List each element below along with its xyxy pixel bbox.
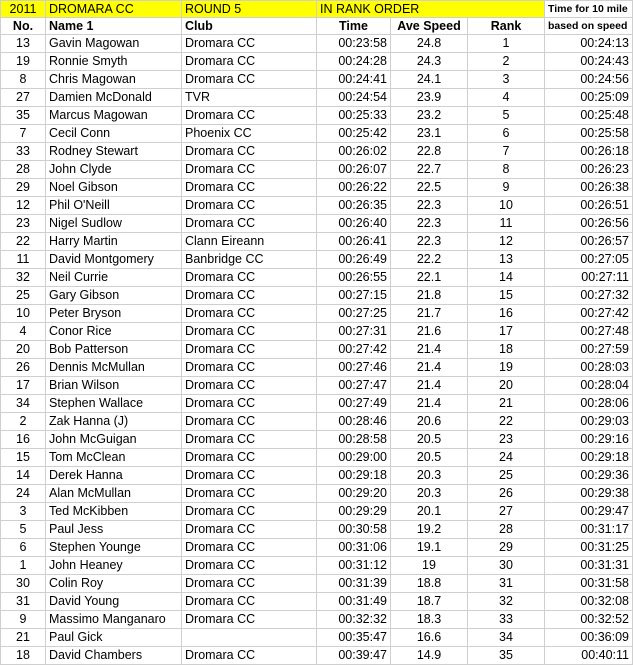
speed-cell[interactable]: 22.1	[391, 269, 468, 287]
name-cell[interactable]: Nigel Sudlow	[46, 215, 182, 233]
table-row	[1, 341, 633, 359]
time-10-mile-cell[interactable]: 00:28:06	[545, 395, 633, 413]
speed-cell[interactable]: 20.6	[391, 413, 468, 431]
speed-cell[interactable]: 19.1	[391, 539, 468, 557]
no-cell[interactable]: 29	[1, 179, 46, 197]
table-row	[1, 395, 633, 413]
time-cell[interactable]: 00:23:58	[317, 35, 391, 53]
name-cell[interactable]: Brian Wilson	[46, 377, 182, 395]
club-cell[interactable]: Dromara CC	[182, 377, 317, 395]
no-cell[interactable]: 12	[1, 197, 46, 215]
time-cell[interactable]: 00:29:00	[317, 449, 391, 467]
rank-cell[interactable]: 31	[468, 575, 545, 593]
table-row	[1, 431, 633, 449]
time-10-mile-cell[interactable]: 00:40:11	[545, 647, 633, 665]
speed-cell[interactable]: 22.3	[391, 233, 468, 251]
speed-cell[interactable]: 23.9	[391, 89, 468, 107]
time-10-mile-cell[interactable]: 00:27:05	[545, 251, 633, 269]
time-10-mile-cell[interactable]: 00:27:42	[545, 305, 633, 323]
speed-cell[interactable]: 24.1	[391, 71, 468, 89]
header-row	[1, 18, 633, 35]
time-cell[interactable]: 00:28:58	[317, 431, 391, 449]
time-cell[interactable]: 00:35:47	[317, 629, 391, 647]
no-cell[interactable]: 21	[1, 629, 46, 647]
rank-cell[interactable]: 13	[468, 251, 545, 269]
rank-cell[interactable]: 11	[468, 215, 545, 233]
name-cell[interactable]: Cecil Conn	[46, 125, 182, 143]
rank-cell[interactable]: 14	[468, 269, 545, 287]
speed-cell[interactable]: 20.5	[391, 449, 468, 467]
time-cell[interactable]: 00:26:22	[317, 179, 391, 197]
name-cell[interactable]: Damien McDonald	[46, 89, 182, 107]
rank-cell[interactable]: 27	[468, 503, 545, 521]
name-cell[interactable]: Derek Hanna	[46, 467, 182, 485]
rank-cell[interactable]: 23	[468, 431, 545, 449]
rank-cell[interactable]: 32	[468, 593, 545, 611]
club-cell[interactable]: Dromara CC	[182, 539, 317, 557]
no-cell[interactable]: 32	[1, 269, 46, 287]
club-cell[interactable]: Dromara CC	[182, 575, 317, 593]
time-cell[interactable]: 00:27:31	[317, 323, 391, 341]
speed-cell[interactable]: 19.2	[391, 521, 468, 539]
time-cell[interactable]: 00:29:29	[317, 503, 391, 521]
header-name[interactable]: Name 1	[46, 18, 182, 35]
table-row	[1, 89, 633, 107]
rank-cell[interactable]: 17	[468, 323, 545, 341]
no-cell[interactable]: 7	[1, 125, 46, 143]
name-cell[interactable]: Phil O'Neill	[46, 197, 182, 215]
no-cell[interactable]: 20	[1, 341, 46, 359]
club-cell[interactable]: Dromara CC	[182, 413, 317, 431]
no-cell[interactable]: 14	[1, 467, 46, 485]
table-row	[1, 359, 633, 377]
name-cell[interactable]: Gavin Magowan	[46, 35, 182, 53]
speed-cell[interactable]: 20.3	[391, 485, 468, 503]
name-cell[interactable]: Dennis McMullan	[46, 359, 182, 377]
time-cell[interactable]: 00:25:42	[317, 125, 391, 143]
rank-cell[interactable]: 22	[468, 413, 545, 431]
time-cell[interactable]: 00:28:46	[317, 413, 391, 431]
no-cell[interactable]: 35	[1, 107, 46, 125]
speed-cell[interactable]: 18.8	[391, 575, 468, 593]
no-cell[interactable]: 16	[1, 431, 46, 449]
club-cell[interactable]: Dromara CC	[182, 449, 317, 467]
name-cell[interactable]: Colin Roy	[46, 575, 182, 593]
time-cell[interactable]: 00:31:06	[317, 539, 391, 557]
name-cell[interactable]: Neil Currie	[46, 269, 182, 287]
name-cell[interactable]: Chris Magowan	[46, 71, 182, 89]
time-cell[interactable]: 00:32:32	[317, 611, 391, 629]
rank-cell[interactable]: 12	[468, 233, 545, 251]
table-row	[1, 575, 633, 593]
table-row	[1, 557, 633, 575]
no-cell[interactable]: 23	[1, 215, 46, 233]
speed-cell[interactable]: 21.7	[391, 305, 468, 323]
no-cell[interactable]: 5	[1, 521, 46, 539]
club-cell[interactable]: Phoenix CC	[182, 125, 317, 143]
rank-cell[interactable]: 3	[468, 71, 545, 89]
table-row	[1, 287, 633, 305]
header-rank[interactable]: Rank	[468, 18, 545, 35]
speed-cell[interactable]: 22.3	[391, 197, 468, 215]
name-cell[interactable]: Tom McClean	[46, 449, 182, 467]
table-row	[1, 215, 633, 233]
time-cell[interactable]: 00:29:18	[317, 467, 391, 485]
time-cell[interactable]: 00:39:47	[317, 647, 391, 665]
name-cell[interactable]: Peter Bryson	[46, 305, 182, 323]
time-10-mile-cell[interactable]: 00:26:23	[545, 161, 633, 179]
speed-cell[interactable]: 22.3	[391, 215, 468, 233]
name-cell[interactable]: Ted McKibben	[46, 503, 182, 521]
rank-cell[interactable]: 28	[468, 521, 545, 539]
rank-cell[interactable]: 18	[468, 341, 545, 359]
name-cell[interactable]: Noel Gibson	[46, 179, 182, 197]
rank-cell[interactable]: 21	[468, 395, 545, 413]
table-row	[1, 323, 633, 341]
no-cell[interactable]: 13	[1, 35, 46, 53]
time-10-mile-cell[interactable]: 00:24:56	[545, 71, 633, 89]
table-row	[1, 107, 633, 125]
no-cell[interactable]: 9	[1, 611, 46, 629]
rank-cell[interactable]: 7	[468, 143, 545, 161]
no-cell[interactable]: 19	[1, 53, 46, 71]
table-row	[1, 305, 633, 323]
table-row	[1, 125, 633, 143]
rank-cell[interactable]: 19	[468, 359, 545, 377]
no-cell[interactable]: 22	[1, 233, 46, 251]
no-cell[interactable]: 28	[1, 161, 46, 179]
time-10-mile-cell[interactable]: 00:31:17	[545, 521, 633, 539]
club-cell[interactable]: Dromara CC	[182, 323, 317, 341]
time-cell[interactable]: 00:31:12	[317, 557, 391, 575]
no-cell[interactable]: 3	[1, 503, 46, 521]
time-cell[interactable]: 00:27:46	[317, 359, 391, 377]
name-cell[interactable]: Marcus Magowan	[46, 107, 182, 125]
header-speed[interactable]: Ave Speed	[391, 18, 468, 35]
time-cell[interactable]: 00:26:02	[317, 143, 391, 161]
speed-cell[interactable]: 21.4	[391, 341, 468, 359]
no-cell[interactable]: 33	[1, 143, 46, 161]
no-cell[interactable]: 25	[1, 287, 46, 305]
time-cell[interactable]: 00:24:41	[317, 71, 391, 89]
speed-cell[interactable]: 22.2	[391, 251, 468, 269]
table-row	[1, 179, 633, 197]
round-cell[interactable]: ROUND 5	[182, 1, 317, 18]
time-10-mile-cell[interactable]: 00:27:48	[545, 323, 633, 341]
time-10-mile-cell[interactable]: 00:29:36	[545, 467, 633, 485]
table-row	[1, 71, 633, 89]
time-cell[interactable]: 00:27:15	[317, 287, 391, 305]
no-cell[interactable]: 10	[1, 305, 46, 323]
club-cell[interactable]: TVR	[182, 89, 317, 107]
table-row	[1, 251, 633, 269]
time-cell[interactable]: 00:25:33	[317, 107, 391, 125]
speed-cell[interactable]: 21.8	[391, 287, 468, 305]
time-10-mile-cell[interactable]: 00:31:25	[545, 539, 633, 557]
time-cell[interactable]: 00:26:41	[317, 233, 391, 251]
time-10-mile-cell[interactable]: 00:29:03	[545, 413, 633, 431]
rank-cell[interactable]: 33	[468, 611, 545, 629]
title-row	[1, 1, 633, 18]
time-10-mile-cell[interactable]: 00:28:04	[545, 377, 633, 395]
header-time[interactable]: Time	[317, 18, 391, 35]
no-cell[interactable]: 2	[1, 413, 46, 431]
time-10-mile-cell[interactable]: 00:29:38	[545, 485, 633, 503]
rank-cell[interactable]: 35	[468, 647, 545, 665]
speed-cell[interactable]: 21.6	[391, 323, 468, 341]
time-10-mile-cell[interactable]: 00:32:08	[545, 593, 633, 611]
no-cell[interactable]: 15	[1, 449, 46, 467]
rank-cell[interactable]: 26	[468, 485, 545, 503]
time-cell[interactable]: 00:26:40	[317, 215, 391, 233]
name-cell[interactable]: Paul Jess	[46, 521, 182, 539]
speed-cell[interactable]: 18.3	[391, 611, 468, 629]
time-cell[interactable]: 00:24:28	[317, 53, 391, 71]
club-cell[interactable]: Dromara CC	[182, 179, 317, 197]
table-row	[1, 503, 633, 521]
time-10-mile-cell[interactable]: 00:31:58	[545, 575, 633, 593]
time-10-mile-cell[interactable]: 00:26:38	[545, 179, 633, 197]
no-cell[interactable]: 1	[1, 557, 46, 575]
club-cell[interactable]: Dromara CC	[182, 431, 317, 449]
speed-cell[interactable]: 24.8	[391, 35, 468, 53]
club-cell[interactable]: Dromara CC	[182, 107, 317, 125]
table-row	[1, 377, 633, 395]
club-cell[interactable]: Dromara CC	[182, 71, 317, 89]
time-cell[interactable]: 00:27:42	[317, 341, 391, 359]
table-row	[1, 593, 633, 611]
time-10-mile-cell[interactable]: 00:27:59	[545, 341, 633, 359]
speed-cell[interactable]: 20.1	[391, 503, 468, 521]
time-cell[interactable]: 00:30:58	[317, 521, 391, 539]
time-10-mile-cell[interactable]: 00:25:58	[545, 125, 633, 143]
table-row	[1, 539, 633, 557]
time-10-mile-cell[interactable]: 00:29:16	[545, 431, 633, 449]
name-cell[interactable]: John McGuigan	[46, 431, 182, 449]
time-cell[interactable]: 00:31:39	[317, 575, 391, 593]
club-cell[interactable]: Dromara CC	[182, 647, 317, 665]
club-cell[interactable]: Dromara CC	[182, 467, 317, 485]
rank-cell[interactable]: 24	[468, 449, 545, 467]
name-cell[interactable]: Ronnie Smyth	[46, 53, 182, 71]
rank-cell[interactable]: 20	[468, 377, 545, 395]
rank-cell[interactable]: 8	[468, 161, 545, 179]
club-name-cell[interactable]: DROMARA CC	[46, 1, 182, 18]
rank-cell[interactable]: 4	[468, 89, 545, 107]
no-cell[interactable]: 11	[1, 251, 46, 269]
no-cell[interactable]: 30	[1, 575, 46, 593]
club-cell[interactable]: Dromara CC	[182, 287, 317, 305]
rank-cell[interactable]: 5	[468, 107, 545, 125]
table-row	[1, 413, 633, 431]
time-10-mile-cell[interactable]: 00:24:43	[545, 53, 633, 71]
order-cell[interactable]: IN RANK ORDER	[317, 1, 545, 18]
no-cell[interactable]: 18	[1, 647, 46, 665]
name-cell[interactable]: Rodney Stewart	[46, 143, 182, 161]
header-club[interactable]: Club	[182, 18, 317, 35]
speed-cell[interactable]: 23.1	[391, 125, 468, 143]
speed-cell[interactable]: 21.4	[391, 359, 468, 377]
time-10-mile-cell[interactable]: 00:29:47	[545, 503, 633, 521]
name-cell[interactable]: Zak Hanna (J)	[46, 413, 182, 431]
club-cell[interactable]: Dromara CC	[182, 53, 317, 71]
time-10-mile-cell[interactable]: 00:29:18	[545, 449, 633, 467]
speed-cell[interactable]: 22.7	[391, 161, 468, 179]
club-cell[interactable]: Dromara CC	[182, 503, 317, 521]
time-10-mile-cell[interactable]: 00:27:32	[545, 287, 633, 305]
speed-cell[interactable]: 22.5	[391, 179, 468, 197]
rank-cell[interactable]: 1	[468, 35, 545, 53]
rank-cell[interactable]: 10	[468, 197, 545, 215]
time-cell[interactable]: 00:31:49	[317, 593, 391, 611]
speed-cell[interactable]: 21.4	[391, 377, 468, 395]
time-note-cell[interactable]: Time for 10 mile	[545, 1, 633, 18]
name-cell[interactable]: David Chambers	[46, 647, 182, 665]
rank-cell[interactable]: 34	[468, 629, 545, 647]
table-row	[1, 485, 633, 503]
header-note[interactable]: based on speed	[545, 18, 633, 35]
name-cell[interactable]: Massimo Manganaro	[46, 611, 182, 629]
club-cell[interactable]: Dromara CC	[182, 215, 317, 233]
rank-cell[interactable]: 9	[468, 179, 545, 197]
table-row	[1, 53, 633, 71]
club-cell[interactable]: Dromara CC	[182, 557, 317, 575]
name-cell[interactable]: Stephen Younge	[46, 539, 182, 557]
club-cell[interactable]: Dromara CC	[182, 611, 317, 629]
speed-cell[interactable]: 16.6	[391, 629, 468, 647]
club-cell[interactable]: Dromara CC	[182, 35, 317, 53]
time-10-mile-cell[interactable]: 00:26:57	[545, 233, 633, 251]
name-cell[interactable]: Gary Gibson	[46, 287, 182, 305]
time-10-mile-cell[interactable]: 00:24:13	[545, 35, 633, 53]
speed-cell[interactable]: 22.8	[391, 143, 468, 161]
table-row	[1, 35, 633, 53]
time-cell[interactable]: 00:26:07	[317, 161, 391, 179]
no-cell[interactable]: 26	[1, 359, 46, 377]
club-cell[interactable]: Dromara CC	[182, 593, 317, 611]
table-row	[1, 521, 633, 539]
time-cell[interactable]: 00:24:54	[317, 89, 391, 107]
speed-cell[interactable]: 24.3	[391, 53, 468, 71]
rank-cell[interactable]: 29	[468, 539, 545, 557]
time-cell[interactable]: 00:27:49	[317, 395, 391, 413]
rank-cell[interactable]: 25	[468, 467, 545, 485]
time-cell[interactable]: 00:29:20	[317, 485, 391, 503]
table-row	[1, 647, 633, 665]
table-row	[1, 143, 633, 161]
no-cell[interactable]: 8	[1, 71, 46, 89]
rank-cell[interactable]: 16	[468, 305, 545, 323]
no-cell[interactable]: 6	[1, 539, 46, 557]
time-10-mile-cell[interactable]: 00:27:11	[545, 269, 633, 287]
name-cell[interactable]: Harry Martin	[46, 233, 182, 251]
club-cell[interactable]: Dromara CC	[182, 143, 317, 161]
time-10-mile-cell[interactable]: 00:26:51	[545, 197, 633, 215]
no-cell[interactable]: 27	[1, 89, 46, 107]
club-cell[interactable]: Banbridge CC	[182, 251, 317, 269]
club-cell[interactable]	[182, 629, 317, 647]
no-cell[interactable]: 31	[1, 593, 46, 611]
name-cell[interactable]: Stephen Wallace	[46, 395, 182, 413]
club-cell[interactable]: Dromara CC	[182, 269, 317, 287]
time-10-mile-cell[interactable]: 00:26:56	[545, 215, 633, 233]
club-cell[interactable]: Dromara CC	[182, 521, 317, 539]
club-cell[interactable]: Dromara CC	[182, 395, 317, 413]
table-row	[1, 449, 633, 467]
time-10-mile-cell[interactable]: 00:25:09	[545, 89, 633, 107]
no-cell[interactable]: 34	[1, 395, 46, 413]
table-row	[1, 467, 633, 485]
no-cell[interactable]: 4	[1, 323, 46, 341]
speed-cell[interactable]: 23.2	[391, 107, 468, 125]
name-cell[interactable]: Bob Patterson	[46, 341, 182, 359]
table-row	[1, 197, 633, 215]
name-cell[interactable]: John Heaney	[46, 557, 182, 575]
time-cell[interactable]: 00:26:49	[317, 251, 391, 269]
time-10-mile-cell[interactable]: 00:28:03	[545, 359, 633, 377]
club-cell[interactable]: Clann Eireann	[182, 233, 317, 251]
table-row	[1, 269, 633, 287]
club-cell[interactable]: Dromara CC	[182, 341, 317, 359]
club-cell[interactable]: Dromara CC	[182, 359, 317, 377]
rank-cell[interactable]: 15	[468, 287, 545, 305]
name-cell[interactable]: Paul Gick	[46, 629, 182, 647]
speed-cell[interactable]: 20.5	[391, 431, 468, 449]
club-cell[interactable]: Dromara CC	[182, 197, 317, 215]
table-row	[1, 233, 633, 251]
name-cell[interactable]: David Montgomery	[46, 251, 182, 269]
name-cell[interactable]: Conor Rice	[46, 323, 182, 341]
time-10-mile-cell[interactable]: 00:31:31	[545, 557, 633, 575]
header-no[interactable]: No.	[1, 18, 46, 35]
speed-cell[interactable]: 19	[391, 557, 468, 575]
no-cell[interactable]: 24	[1, 485, 46, 503]
speed-cell[interactable]: 21.4	[391, 395, 468, 413]
time-10-mile-cell[interactable]: 00:26:18	[545, 143, 633, 161]
speed-cell[interactable]: 20.3	[391, 467, 468, 485]
time-cell[interactable]: 00:26:55	[317, 269, 391, 287]
rank-cell[interactable]: 30	[468, 557, 545, 575]
speed-cell[interactable]: 14.9	[391, 647, 468, 665]
no-cell[interactable]: 17	[1, 377, 46, 395]
rank-cell[interactable]: 6	[468, 125, 545, 143]
time-10-mile-cell[interactable]: 00:36:09	[545, 629, 633, 647]
table-row	[1, 161, 633, 179]
speed-cell[interactable]: 18.7	[391, 593, 468, 611]
time-cell[interactable]: 00:27:47	[317, 377, 391, 395]
club-cell[interactable]: Dromara CC	[182, 161, 317, 179]
club-cell[interactable]: Dromara CC	[182, 485, 317, 503]
time-cell[interactable]: 00:27:25	[317, 305, 391, 323]
time-cell[interactable]: 00:26:35	[317, 197, 391, 215]
name-cell[interactable]: Alan McMullan	[46, 485, 182, 503]
time-10-mile-cell[interactable]: 00:32:52	[545, 611, 633, 629]
table-row	[1, 611, 633, 629]
time-10-mile-cell[interactable]: 00:25:48	[545, 107, 633, 125]
rank-cell[interactable]: 2	[468, 53, 545, 71]
club-cell[interactable]: Dromara CC	[182, 305, 317, 323]
name-cell[interactable]: David Young	[46, 593, 182, 611]
name-cell[interactable]: John Clyde	[46, 161, 182, 179]
year-cell[interactable]: 2011	[1, 1, 46, 18]
table-row	[1, 629, 633, 647]
